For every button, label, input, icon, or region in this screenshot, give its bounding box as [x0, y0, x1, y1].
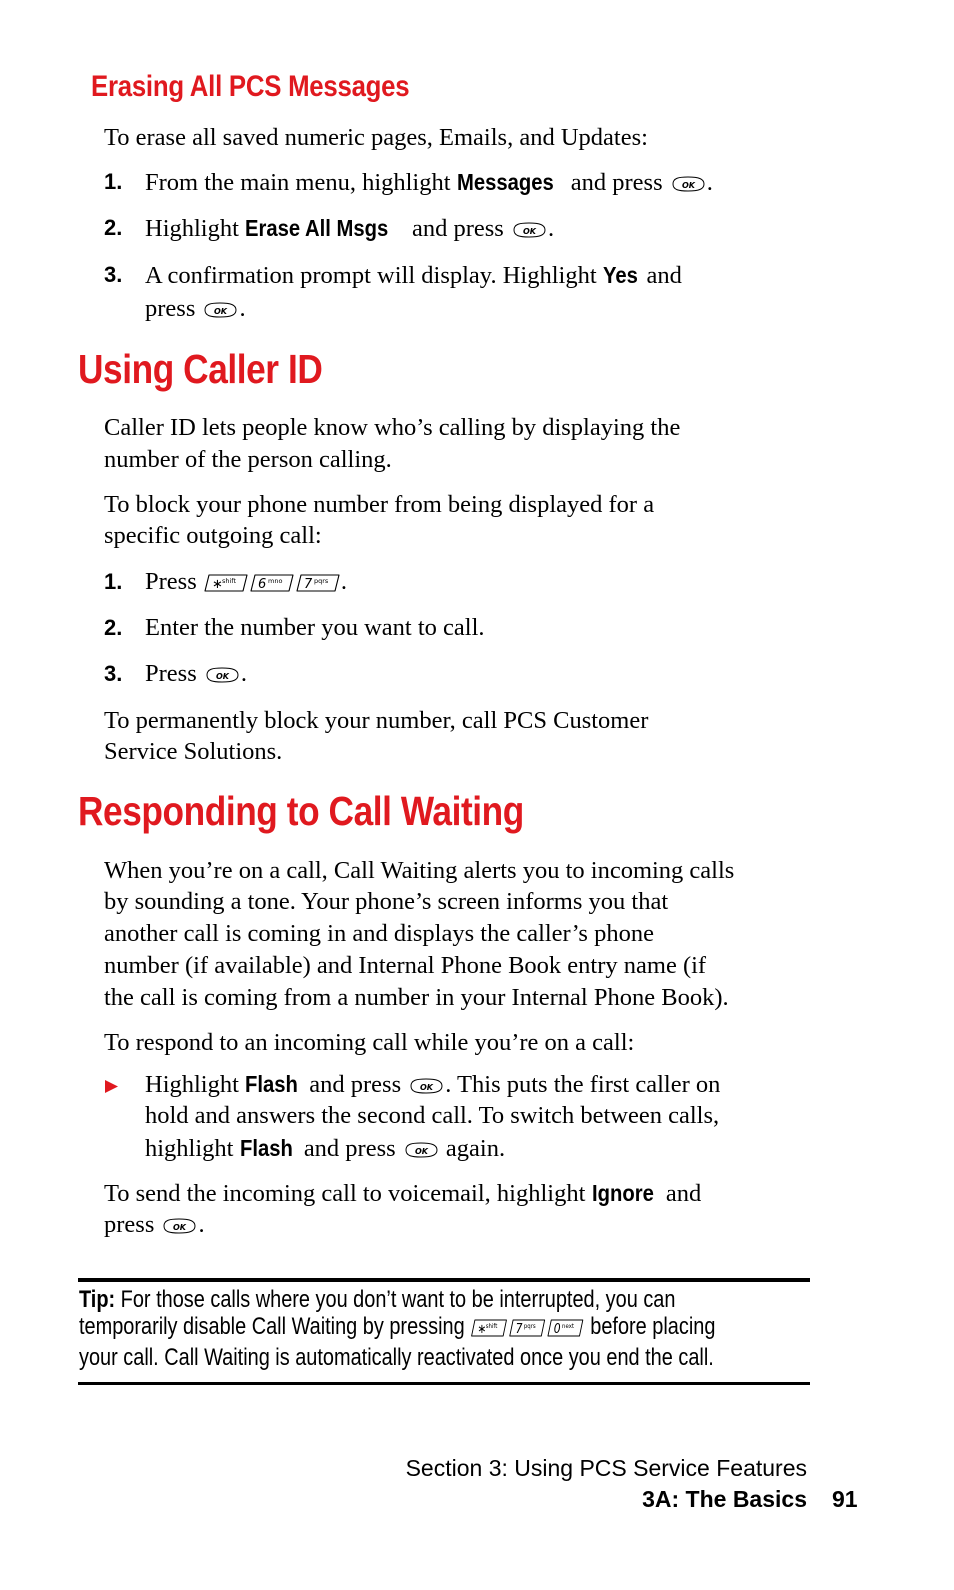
caller-id-para-3-line-1: To permanently block your number, call PCS Customer [104, 707, 649, 734]
ok-key-icon [669, 171, 707, 203]
bullet-line-3: highlight Flash and press OK again. [145, 1132, 505, 1169]
svg-text:shift: shift [485, 1322, 498, 1331]
star-shift-key-icon [203, 570, 249, 602]
erase-step-3: 3. A confirmation prompt will display. Highlight Yes and [104, 259, 824, 291]
svg-text:next: next [562, 1322, 575, 1331]
svg-text:∗: ∗ [477, 1321, 487, 1337]
svg-text:OK: OK [414, 1147, 428, 1156]
caller-id-step-2: 2. Enter the number you want to call. [104, 614, 485, 641]
six-mno-key-icon [249, 570, 295, 602]
call-waiting-para-2: To respond to an incoming call while you’re on a call: [104, 1029, 635, 1056]
svg-text:OK: OK [420, 1083, 434, 1092]
caller-id-para-1-line-1: Caller ID lets people know who’s calling by displaying the [104, 414, 681, 441]
caller-id-para-3-line-2: Service Solutions. [104, 738, 283, 765]
svg-text:OK: OK [214, 307, 228, 316]
menu-item-messages: Messages [456, 169, 554, 195]
caller-id-para-1-line-2: number of the person calling. [104, 446, 392, 473]
step-number: 3. [104, 661, 123, 686]
svg-text:pqrs: pqrs [313, 577, 329, 585]
call-waiting-para-1-line-1: When you’re on a call, Call Waiting alerts you to incoming calls [104, 857, 735, 884]
menu-item-ignore: Ignore [591, 1180, 654, 1206]
svg-text:OK: OK [173, 1223, 187, 1232]
ok-key-icon [203, 662, 241, 694]
subheading-erasing-messages: Erasing All PCS Messages [91, 70, 410, 103]
menu-item-flash: Flash [245, 1071, 298, 1097]
seven-pqrs-key-icon [295, 570, 341, 602]
ok-key-icon [160, 1213, 198, 1245]
bullet-triangle-icon [105, 1078, 119, 1098]
svg-text:7: 7 [303, 577, 313, 592]
heading-call-waiting: Responding to Call Waiting [78, 788, 524, 834]
step-number: 2. [104, 215, 123, 240]
svg-text:OK: OK [215, 672, 229, 681]
ok-key-icon [201, 297, 239, 329]
erase-step-2: 2. Highlight Erase All Msgs and press OK . [104, 212, 824, 244]
step-number: 3. [104, 262, 123, 287]
tip-top-rule [78, 1278, 810, 1282]
call-waiting-para-1-line-3: another call is coming in and displays the caller’s phone [104, 920, 654, 947]
svg-text:0: 0 [554, 1321, 561, 1337]
ok-key-icon [402, 1137, 440, 1169]
caller-id-step-3: 3. Press OK . [104, 658, 824, 690]
call-waiting-para-1-line-5: the call is coming from a number in your Internal Phone Book). [104, 984, 729, 1011]
step-number: 1. [104, 169, 123, 194]
ok-key-icon [510, 217, 548, 249]
call-waiting-para-3-line-1: To send the incoming call to voicemail, highlight Ignore and [104, 1177, 701, 1210]
tip-box: Tip: For those calls where you don’t want to be interrupted, you can temporarily disable Call Waiting by pressing ∗ shift 7 pqrs 0 next before placing your call. Call Waiting is automatically reactivated once you end the call. [79, 1286, 716, 1371]
star-shift-key-icon [470, 1317, 508, 1344]
tip-label: Tip: [79, 1286, 116, 1313]
svg-text:7: 7 [515, 1321, 523, 1337]
page-number: 91 [832, 1486, 858, 1512]
step-number: 2. [104, 615, 123, 640]
erase-intro: To erase all saved numeric pages, Emails, and Updates: [104, 124, 648, 151]
tip-bottom-rule [78, 1382, 810, 1385]
svg-text:shift: shift [221, 577, 236, 585]
erase-step-3-cont: press OK . [145, 293, 246, 329]
svg-text:OK: OK [681, 181, 695, 190]
menu-item-flash: Flash [239, 1135, 293, 1161]
svg-text:pqrs: pqrs [524, 1322, 537, 1331]
bullet-line-2: hold and answers the second call. To switch between calls, [145, 1102, 720, 1129]
svg-text:OK: OK [522, 227, 536, 236]
footer-section-title: Section 3: Using PCS Service Features [405, 1455, 807, 1481]
step-number: 1. [104, 569, 123, 594]
caller-id-para-2-line-1: To block your phone number from being displayed for a [104, 491, 655, 518]
svg-text:6: 6 [257, 577, 267, 592]
zero-next-key-icon [547, 1317, 585, 1344]
svg-text:mno: mno [267, 577, 283, 585]
call-waiting-para-1-line-2: by sounding a tone. Your phone’s screen informs you that [104, 888, 669, 915]
seven-pqrs-key-icon [508, 1317, 546, 1344]
caller-id-step-1: 1. Press ∗ shift 6 mno 7 pqrs . [104, 566, 824, 598]
menu-item-yes: Yes [602, 262, 638, 288]
footer-chapter: 3A: The Basics [642, 1486, 807, 1512]
caller-id-para-2-line-2: specific outgoing call: [104, 522, 322, 549]
svg-text:∗: ∗ [211, 577, 223, 592]
menu-item-erase-all: Erase All Msgs [245, 215, 389, 241]
erase-step-1: 1. From the main menu, highlight Messages and press OK . [104, 166, 824, 198]
bullet-line-1: Highlight Flash and press OK . This puts the first caller on [145, 1068, 720, 1105]
call-waiting-para-1-line-4: number (if available) and Internal Phone Book entry name (if [104, 952, 707, 979]
call-waiting-para-3-line-2: press OK . [104, 1209, 205, 1245]
heading-using-caller-id: Using Caller ID [78, 346, 323, 392]
